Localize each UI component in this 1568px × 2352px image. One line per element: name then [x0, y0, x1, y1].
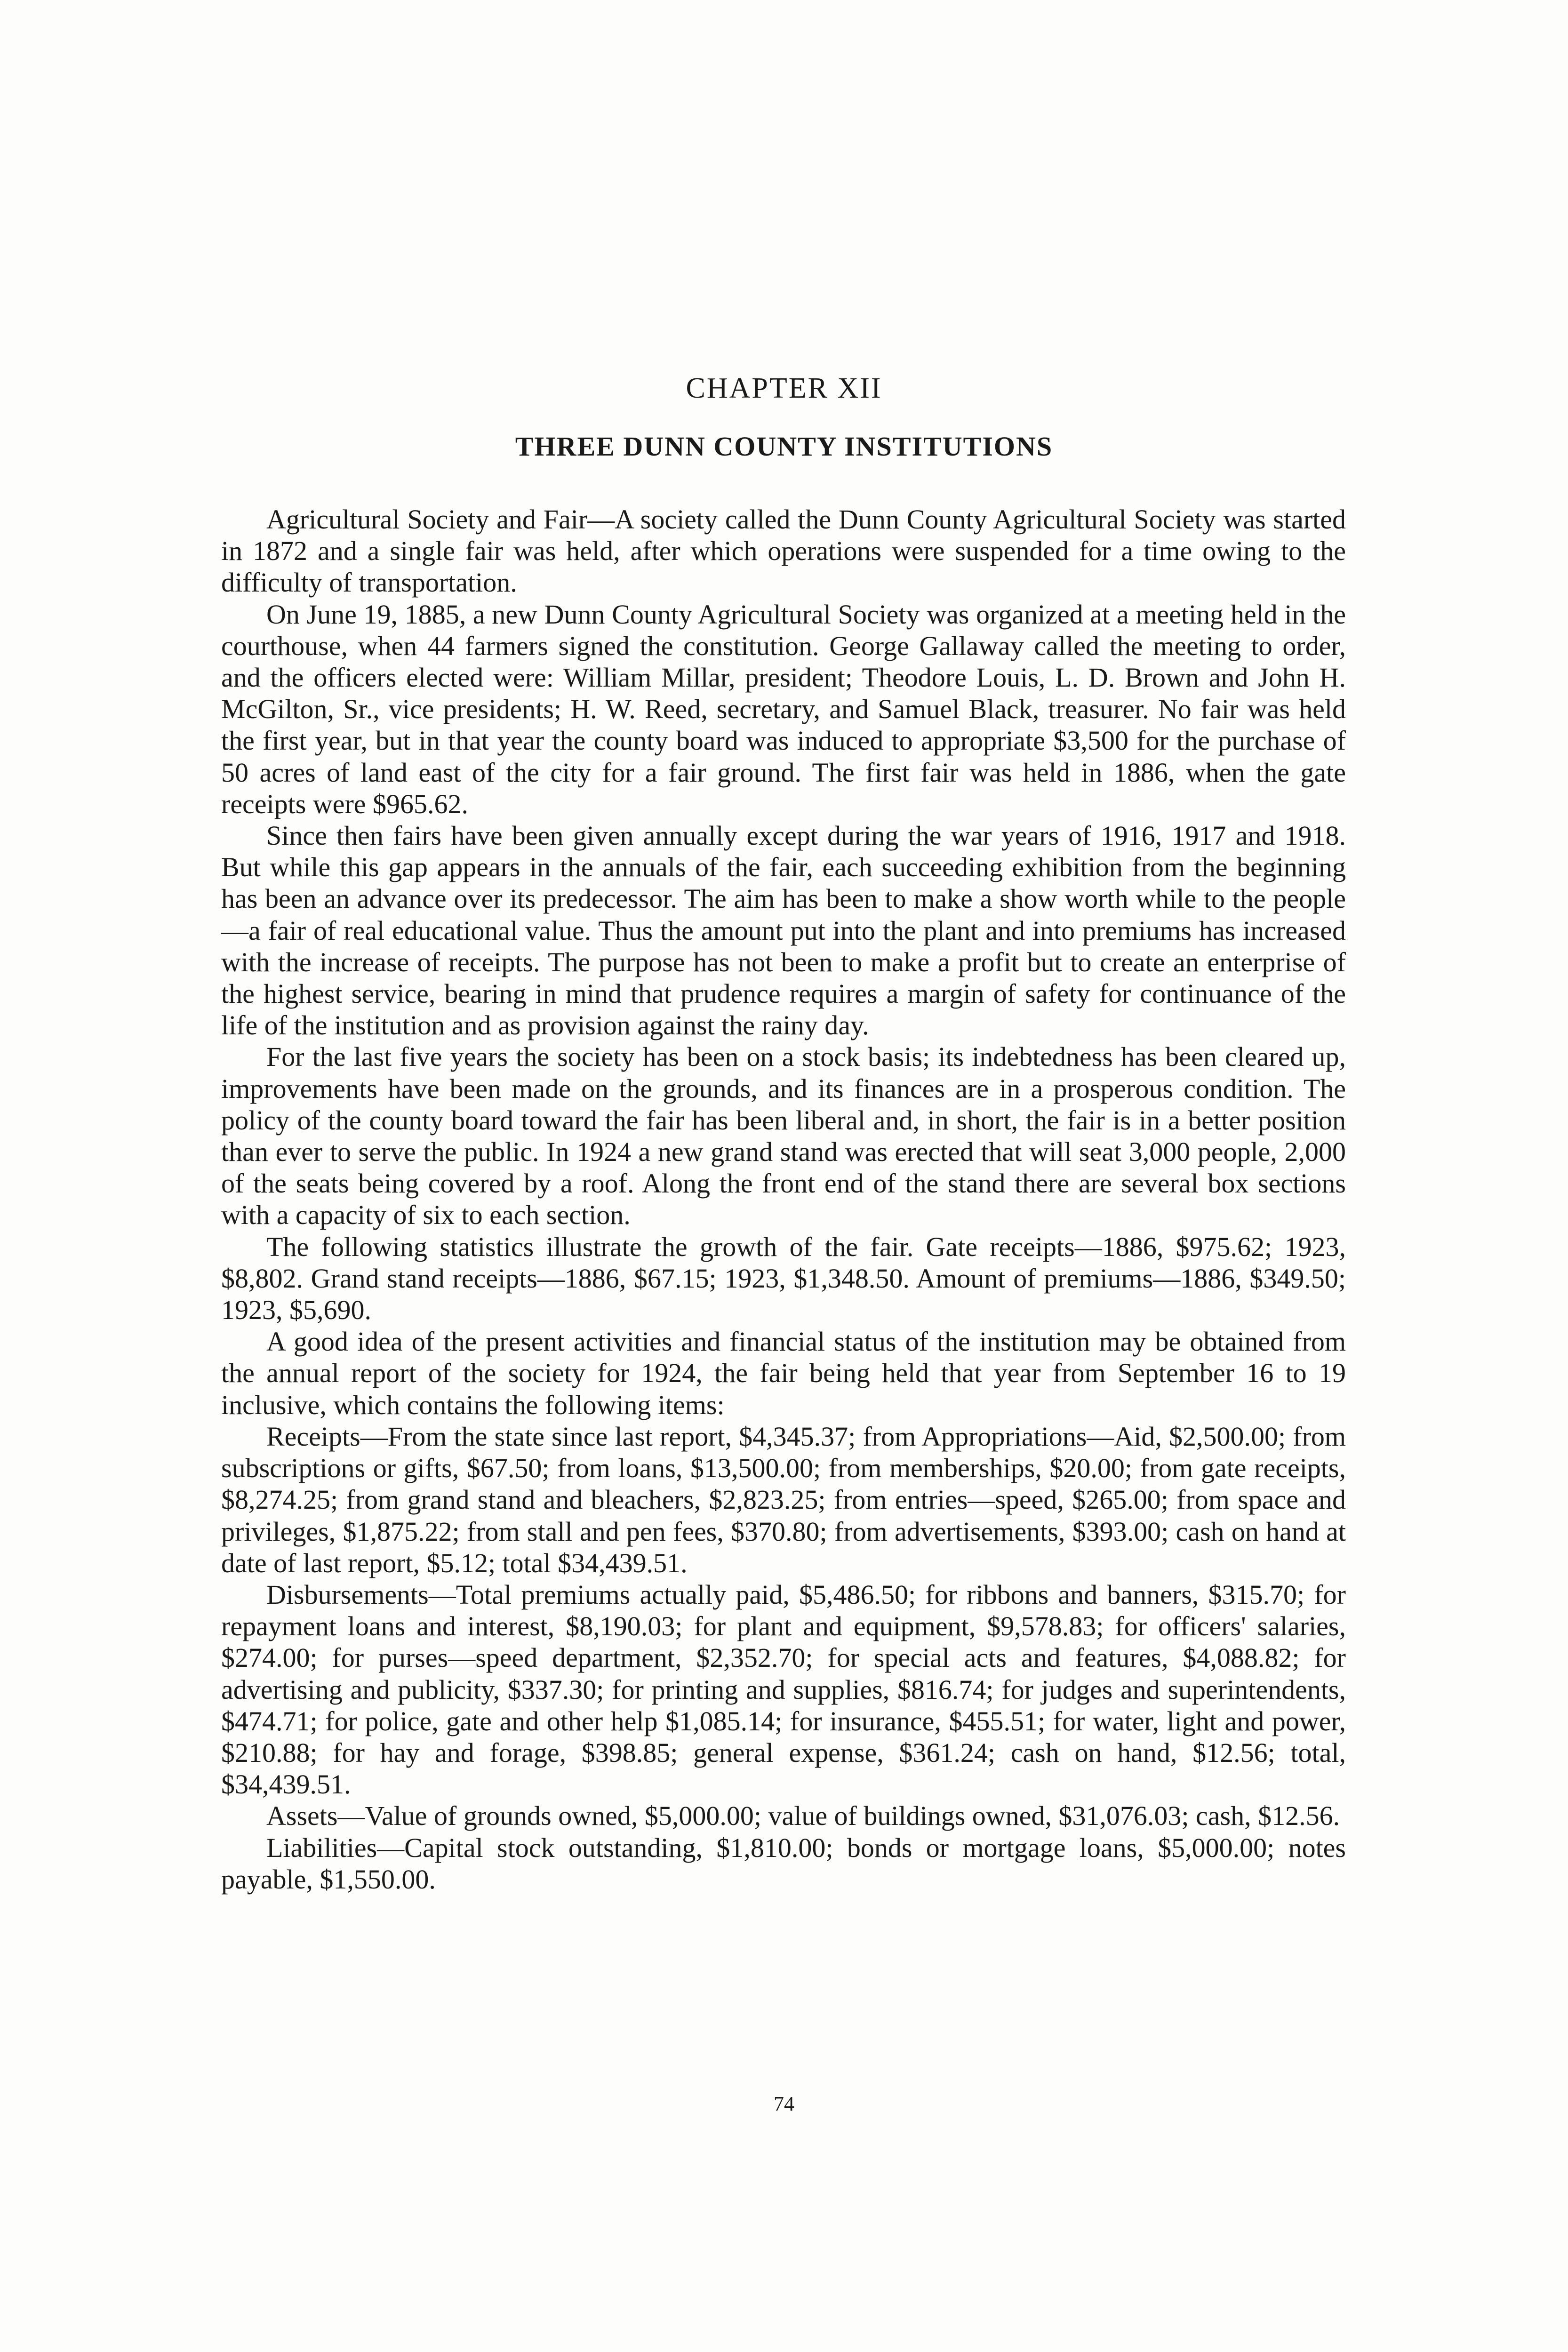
paragraph-annual-report: A good idea of the present activities and financial status of the institution may be obtained from the annual report of the society for 1924, the fair being held that year from September 16 to 19 inclusive, which contains the following items:	[221, 1326, 1346, 1420]
chapter-body	[221, 504, 1346, 1895]
paragraph-assets: Assets—Value of grounds owned, $5,000.00; value of buildings owned, $31,076.03; cash, $12.56.	[266, 1800, 1340, 1832]
paragraph-disbursements: Disbursements—Total premiums actually paid, $5,486.50; for ribbons and banners, $315.70; for repayment loans and interest, $8,190.03; for plant and equipment, $9,578.83; for officers' salaries, $274.00; for purses—speed department, $2,352.70; for special acts and features, $4,088.82; for advertising and publicity, $337.30; for printing and supplies, $816.74; for judges and superintendents, $474.71; for police, gate and other help $1,085.14; for insurance, $455.51; for water, light and power, $210.88; for hay and forage, $398.85; general expense, $361.24; cash on hand, $12.56; total, $34,439.51.	[221, 1579, 1346, 1800]
paragraph-receipts: Receipts—From the state since last report, $4,345.37; from Appropriations—Aid, $2,500.00; from subscriptions or gifts, $67.50; from loans, $13,500.00; from memberships, $20.00; from gate receipts, $8,274.25; from grand stand and bleachers, $2,823.25; from entries—speed, $265.00; from space and privileges, $1,875.22; from stall and pen fees, $370.80; from advertisements, $393.00; cash on hand at date of last report, $5.12; total $34,439.51.	[221, 1421, 1346, 1578]
paragraph-statistics: The following statistics illustrate the growth of the fair. Gate receipts—1886, $975.62; 1923, $8,802. Grand stand receipts—1886, $67.15; 1923, $1,348.50. Amount of premiums—1886, $349.50; 1923, $5,690.	[221, 1231, 1346, 1326]
chapter-title: THREE DUNN COUNTY INSTITUTIONS	[515, 431, 1053, 462]
paragraph-agricultural-society-intro: Agricultural Society and Fair—A society called the Dunn County Agricultural Society was started in 1872 and a single fair was held, after which operations were suspended for a time owing to the difficulty of transportation.	[221, 504, 1346, 598]
paragraph-annual-fairs: Since then fairs have been given annually except during the war years of 1916, 1917 and 1918. But while this gap appears in the annuals of the fair, each succeeding exhibition from the beginning has been an advance over its predecessor. The aim has been to make a show worth while to the people—a fair of real educational value. Thus the amount put into the plant and into premiums has increased with the increase of receipts. The purpose has not been to make a profit but to create an enterprise of the highest service, bearing in mind that prudence requires a margin of safety for continuance of the life of the institution and as provision against the rainy day.	[221, 820, 1346, 1041]
chapter-number: CHAPTER XII	[686, 372, 882, 404]
paragraph-stock-basis: For the last five years the society has been on a stock basis; its indebtedness has been cleared up, improvements have been made on the grounds, and its finances are in a prosperous condition. The policy of the county board toward the fair has been liberal and, in short, the fair is in a better position than ever to serve the public. In 1924 a new grand stand was erected that will seat 3,000 people, 2,000 of the seats being covered by a roof. Along the front end of the stand there are several box sections with a capacity of six to each section.	[221, 1041, 1346, 1231]
paragraph-liabilities: Liabilities—Capital stock outstanding, $1,810.00; bonds or mortgage loans, $5,000.00; notes payable, $1,550.00.	[221, 1832, 1346, 1895]
page-number: 74	[774, 2092, 794, 2115]
paragraph-1885-organization: On June 19, 1885, a new Dunn County Agricultural Society was organized at a meeting held in the courthouse, when 44 farmers signed the constitution. George Gallaway called the meeting to order, and the officers elected were: William Millar, president; Theodore Louis, L. D. Brown and John H. McGilton, Sr., vice presidents; H. W. Reed, secretary, and Samuel Black, treasurer. No fair was held the first year, but in that year the county board was induced to appropriate $3,500 for the purchase of 50 acres of land east of the city for a fair ground. The first fair was held in 1886, when the gate receipts were $965.62.	[221, 599, 1346, 819]
